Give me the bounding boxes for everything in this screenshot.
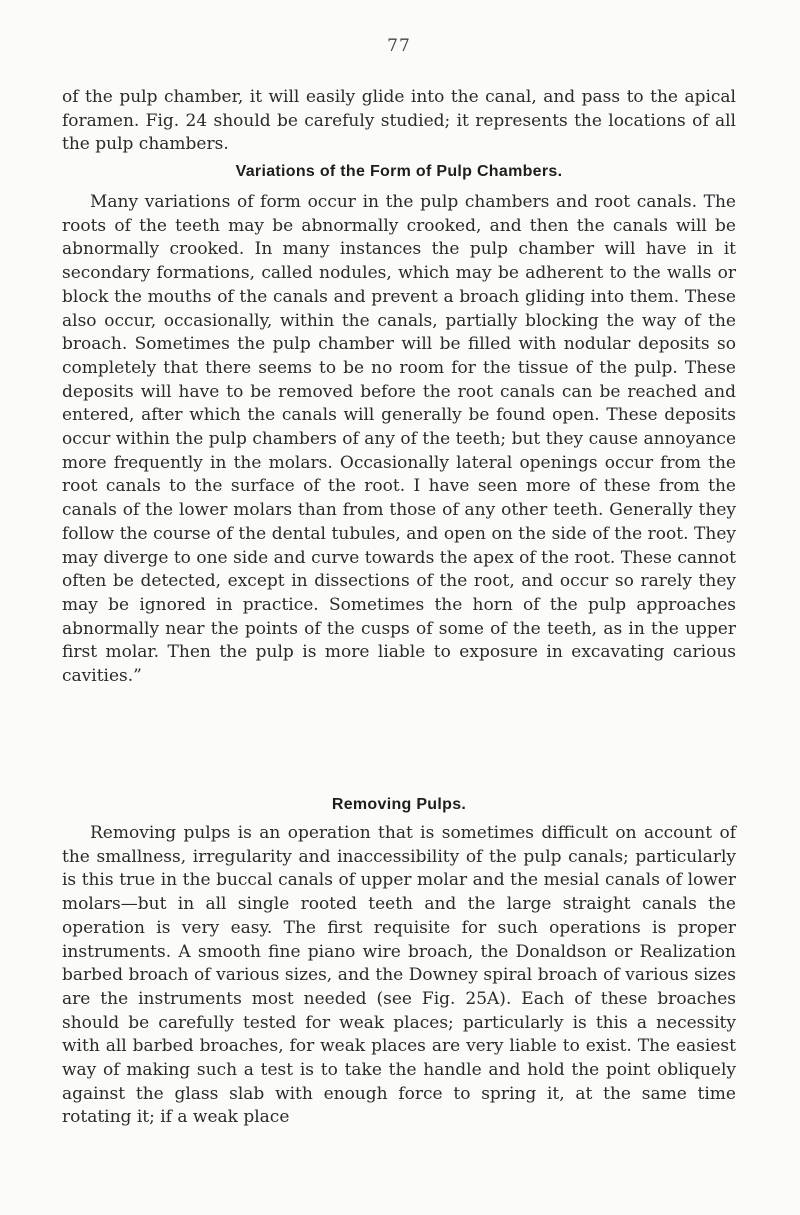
page-number: 77 <box>387 36 411 56</box>
variations-paragraph: Many variations of form occur in the pulp chambers and root canals. The roots of the teeth may be abnormally crooked, and then the canals will be abnormally crooked. In many instances the pulp chamber will have in it secondary formations, called nodules, which may be adherent to the walls or block the mouths of the canals and prevent a broach gliding into them. These also occur, occasionally, within the canals, partially blocking the way of the broach. Sometimes the pulp chamber will be filled with nodular deposits so completely that there seems to be no room for the tissue of the pulp. These deposits will have to be removed before the root canals can be reached and entered, after which the canals will generally be found open. These deposits occur within the pulp chambers of any of the teeth; but they cause annoyance more frequently in the molars. Occasionally lateral openings occur from the root canals to the surface of the root. I have seen more of these from the canals of the lower molars than from those of any other teeth. Generally they follow the course of the dental tubules, and open on the side of the root. They may diverge to one side and curve towards the apex of the root. These cannot often be detected, except in dissections of the root, and occur so rarely they may be ignored in practice. Sometimes the horn of the pulp approaches abnormally near the points of the cusps of some of the teeth, as in the upper first molar. Then the pulp is more liable to exposure in excavating carious cavities.” <box>62 192 736 687</box>
section-heading-variations: Variations of the Form of Pulp Chambers. <box>235 163 563 180</box>
continuation-paragraph: of the pulp chamber, it will easily glide into the canal, and pass to the apical foramen. Fig. 24 should be carefuly studied; it represents the locations of all the pulp chambers. <box>62 87 736 155</box>
removing-paragraph: Removing pulps is an operation that is sometimes difficult on account of the smallness, irregularity and inaccessibility of the pulp canals; particularly is this true in the buccal canals of upper molar and the mesial canals of lower molars—but in all single rooted teeth and the large straight canals the operation is very easy. The first requisite for such operations is proper instruments. A smooth fine piano wire broach, the Donaldson or Realization barbed broach of various sizes, and the Downey spiral broach of various sizes are the instruments most needed (see Fig. 25A). Each of these broaches should be carefully tested for weak places; particularly is this a necessity with all barbed broaches, for weak places are very liable to exist. The easiest way of making such a test is to take the handle and hold the point obliquely against the glass slab with enough force to spring it, at the same time rotating it; if a weak place <box>62 823 736 1128</box>
continuation-paragraph-block <box>62 86 736 157</box>
variations-paragraph-block <box>62 191 736 689</box>
section-heading-removing-pulps: Removing Pulps. <box>331 796 467 813</box>
removing-paragraph-block <box>62 822 736 1130</box>
